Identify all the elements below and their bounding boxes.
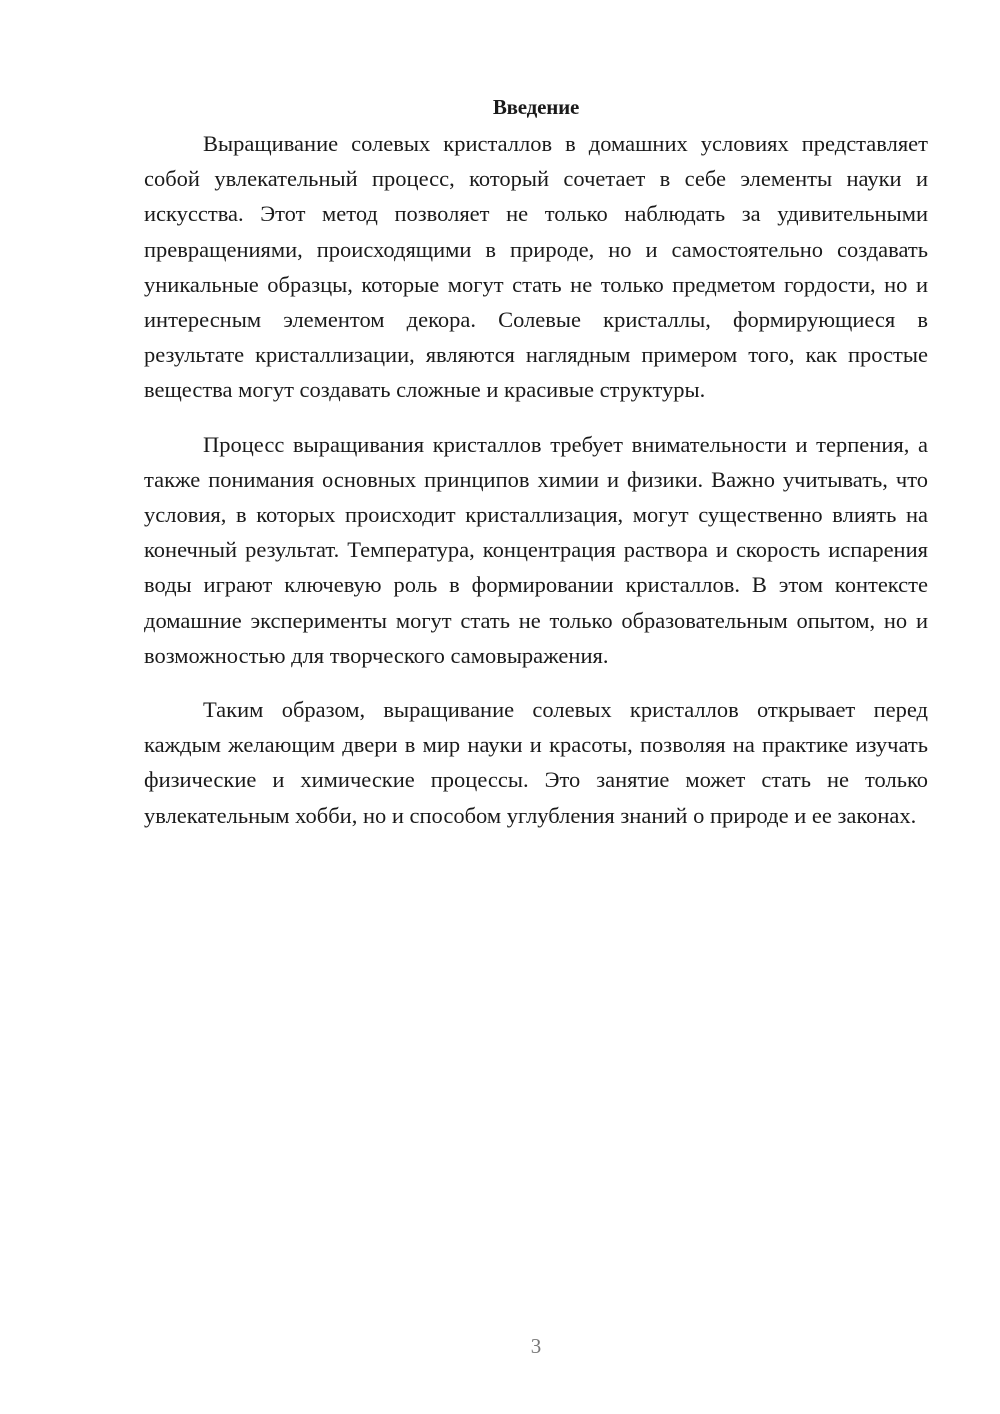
page-number: 3 bbox=[530, 1334, 542, 1358]
page-title: Введение bbox=[492, 95, 580, 119]
paragraph-process: Процесс выращивания кристаллов требует внимательности и терпения, а также понимания основных принципов химии и физики. Важно учитывать, что условия, в которых происходит кристаллизация, могут существенно влиять на конечный результат. Температура, концентрация раствора и скорость испарения воды играют ключевую роль в формировании кристаллов. В этом контексте домашние эксперименты могут стать не только образовательным опытом, но и возможностью для творческого самовыражения. bbox=[144, 431, 928, 668]
page-content bbox=[144, 92, 928, 852]
paragraph-intro: Выращивание солевых кристаллов в домашних условиях представляет собой увлекательный процесс, который сочетает в себе элементы науки и искусства. Этот метод позволяет не только наблюдать за удивительными превращениями, происходящими в природе, но и самостоятельно создавать уникальные образцы, которые могут стать не только предметом гордости, но и интересным элементом декора. Солевые кристаллы, формирующиеся в результате кристаллизации, являются наглядным примером того, как простые вещества могут создавать сложные и красивые структуры. bbox=[144, 131, 928, 403]
paragraph-conclusion: Таким образом, выращивание солевых кристаллов открывает перед каждым желающим двери в мир науки и красоты, позволяя на практике изучать физические и химические процессы. Это занятие может стать не только увлекательным хобби, но и способом углубления знаний о природе и ее законах. bbox=[144, 697, 928, 828]
